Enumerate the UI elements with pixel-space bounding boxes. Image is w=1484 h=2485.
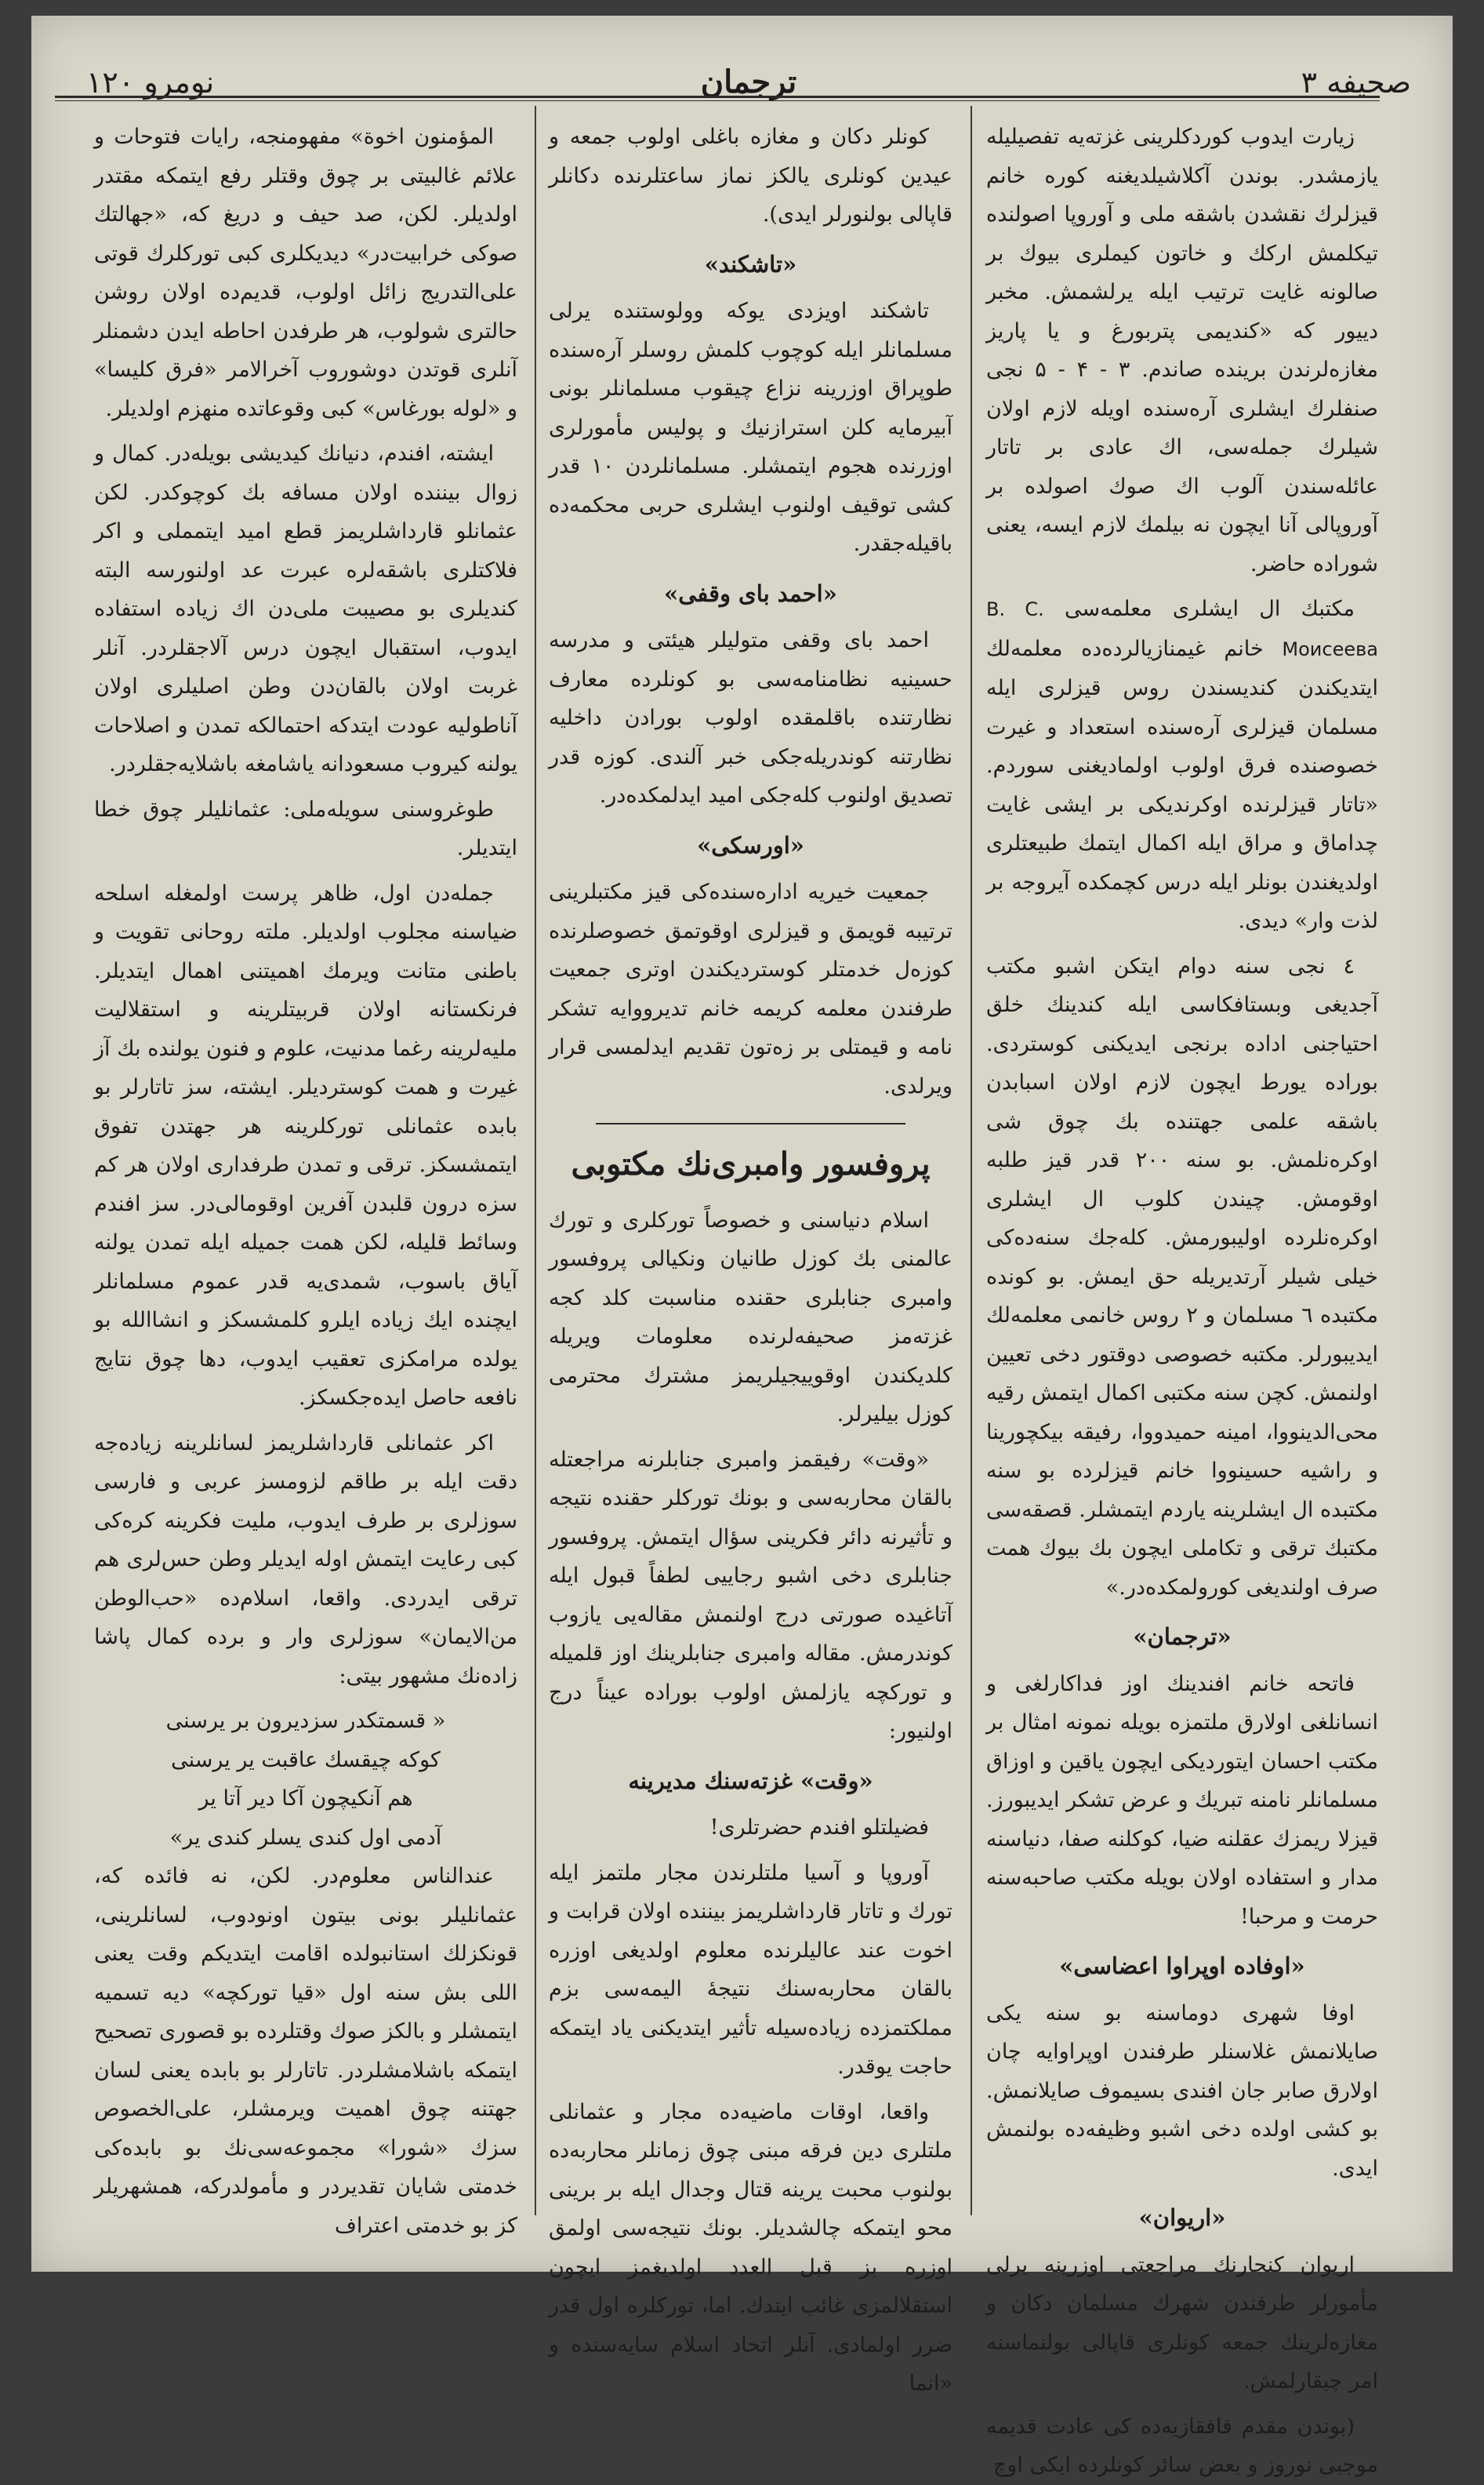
column-divider-right <box>971 106 972 2215</box>
article-separator <box>596 1123 905 1124</box>
newspaper-title: ترجمان <box>700 64 797 100</box>
poem-line: کوکه چیقسك عاقبت یر یرسنی <box>171 1747 441 1772</box>
article-paragraph: احمد بای وقفی متولیلر هیئتی و مدرسه حسینیه نظامنامه‌سی بو کونلرده معارف نظارتنده باقلمقده اولوب بورادن داخلیه نظارتنه کوندریله‌جکی خبر آلندی. کوزه قدر تصدیق اولنوب کله‌جکی امید ایدلمکده‌در. <box>549 628 952 808</box>
article-paragraph: جمعیت خیریه اداره‌سنده‌کی قیز مکتبلرینی ترتیبه قویمق و قیزلری اوقوتمق خصوصلرنده کوزەل خدمتلر کوسترديکندن اوتری جمعیت طرفندن معلمه کریمه خانم تدیرووایه تشکر نامه و قیمتلی بر زەتون تقدیم ایدلمسی قرار ویرلدی. <box>549 880 952 1099</box>
article-paragraph: زیارت ایدوب کوردکلرینی غزته‌یه تفصیلیله یازمشدر. بوندن آکلاشیلدیغنه کوره خانم قیزلرك نقشدن باشقه ملی و آوروپا اصولنده تیکلمش ارکك و خاتون کیملری بیوك بر صالونه غایت ترتیب ایله یرلشمش. مخبر دییور که «کندیمی پتربورغ و یا پاریز مغازه‌لرندن برینده صاندم. ۳ - ۴ - ۵ نجی صنفلرك ایشلری آره‌سنده‌ اویله‌ لازم اولان شیلرك جمله‌سی، اك عادی بر تاتار عائله‌سندن آلوب اك صوك اصولده بر آوروپالی آنا ایچون نه بیلمك لازم ایسه، یعنی شورادە حاضر. <box>986 125 1378 576</box>
article-paragraph: ٤ نجی سنه دوام ایتکن اشبو مکتب آجدیغی وبستافکاسی ایله کندینك خلق احتیاجنی اداده برنجی ایدیکنی کوستردی. بورادە یورط ایچون لازم اولان اسبابدن باشقه علمی جهتندە بك چوق شی اوکرەنلمش. بو سنه ٢٠٠ قدر قیز طلبه اوقومش. چیندن کلوب ال ایشلری اوکرەنلردە اولیبورمش. کلەجك سنه‌دەکی خیلی شیلر آرتدیریله حق ایمش. بو کونده مکتبده ٦ مسلمان و ٢ روس خانمی معلمەلك ایدیبورلر. مکتبه خصوصی دوقتور دخی تعیین اولنمش. کچن سنه مکتبی اکمال ایتمش رقیه محی‌الدینووا، امینه حمیدووا، رفیقه بیکچورینا و راشیه حسینووا خانم قیزلرده بو سنه مکتبده ال ایشلرینه یاردم ایتمشلر. قصقه‌سی مکتبك ترقی و تکاملی ایچون بك بیوك همت صرف اولندیغی کورولمکده‌در.» <box>986 954 1379 1600</box>
article-paragraph: طوغروسنی سویلەملی: عثمانلیلر چوق خطا ایتدیلر. <box>94 797 517 860</box>
page-header <box>86 59 1411 114</box>
article-paragraph: جمله‌دن اول، ظاهر پرست اولمغله اسلحه ضیاسنه مجلوب اولدیلر. ملته روحانی تقویت و باطنی متانت ویرمك اهمیتنی اهمال ایتدیلر. فرنکستانه اولان قربیتلرینه و استقلالیت ملیه‌لرینه رغما مدنیت، علوم و فنون یولنده بك آز غیرت و همت کوستردیلر. ایشته، سز تاتارلر بو بابده عثمانلی تورکلرینه هر جهتدن تفوق ایتمشسکز. ترقی و تمدن طرفداری اولان هر کم سزه درون قلبدن آفرین اوقومالی‌در. سز افندم وسائط قلیله، لکن همت جمیله ایله تمدن یولنه آیاق باسوب، شمدی‌یه قدر عموم مسلمانلر ایچنده ایك زیاده ایلرو کلمشسکز و انشا‌الله بو یولده مرامکزی تعقیب ایدوب، دها چوق نتایج نافعه حاصل ایده‌جکسکز. <box>94 881 517 1410</box>
article-paragraph: ایشته، افندم، دنیانك کیدیشی بویله‌در. کمال و زوال بیننده اولان مسافه بك کوچوکدر. لکن عثمانلو قارداشلریمز قطع امید ایتمملی و اکر فلاکتلری باشقه‌لره عبرت عد اولنورسه البته کندیلری بو مصیبت ملی‌دن اك زیاده استفاده ایدوب، استقبال ایچون درس آلاجقلردر. آنلر غربت اولان بالقان‌دن وطن اصلیلری اولان آناطولیه عودت ایتدکه احتمالکه تمدن و اصلاحات یولنه کیروب مسعودانه یاشامغه باشلایه‌جقلردر. <box>94 441 517 776</box>
article-paragraph <box>986 590 1378 941</box>
letter-salutation: فضیلتلو افندم حضرتلری! <box>709 1815 929 1840</box>
column-left <box>94 118 517 2238</box>
article-paragraph: اریوان کنجارنك مراجعتی اوزرینه یرلی مأمورلر طرفندن شهرك مسلمان دکان و مغازەلرینك جمعه کونلری قاپالی بولنماسنه امر چیقارلمش. <box>986 2252 1378 2393</box>
page-number: صحیفه ۳ <box>1301 65 1411 100</box>
section-heading: «وقت» غزته‌سنك مدیرینه <box>628 1767 873 1794</box>
article-paragraph: آوروپا و آسیا ملتلرندن مجار ملتمز ایله تورك و تاتار قارداشلریمز بیننده اولان قرابت و اخوت عند عالیلرنده معلوم اولدیغی اوزره بالقان محاربه‌سنك نتیجهٔ الیمه‌سی بزم مملکتمزده زیاده‌سیله تأثیر ایتدیکنی یاد ایتمکه حاجت یوقدر. <box>549 1860 952 2079</box>
column-middle <box>549 118 952 2396</box>
poem-line: هم آنکیچون آکا دیر آتا یر <box>198 1786 413 1811</box>
article-paragraph: اسلام دنیاسنی و خصوصاً تورکلری و تورك عالمنی بك کوزل طانیان ونکیالی پروفسور وامبری جنابلری حقنده مناسبت کلد کجه غزته‌مز صحیفه‌لرنده معلومات ویریله کلدیکندن اوقوییجیلریمز مشترك محترمی کوزل بیلیرلر. <box>549 1208 952 1426</box>
article-text: مکتبك ال ایشلری معلمه‌سی <box>1065 597 1355 621</box>
section-heading: «تاشکند» <box>704 250 797 278</box>
article-paragraph: اوفا شهری دوماسنه بو سنه یکی صایلانمش غلاسنلر طرفندن اوپراوایه چان اولارق صابر جان افندی بسیموف صایلانمش. بو کشی اولده دخی اشبو وظیفه‌ده بولنمش ایدی. <box>986 2000 1378 2181</box>
article-text: خانم غیمنازیالردەدە معلمەلك ایتدیکندن کندیسندن روس قیزلری ایله مسلمان قیزلری آره‌سنده استعداد و غیرت خصوصنده فرق اولوب اولمادیغنی سوردم. «تاتار قیزلرنده اوکرندیکی بر ایشی غایت چداماق و مراق ایله اکمال ایتمك طبیعتلری اولدیغندن بونلر ایله درس کچمکده آیروجه بر لذت وار» دیدی. <box>986 636 1378 933</box>
teacher-name-cyrillic: B. C. Моисеева <box>986 598 1378 660</box>
poem-line: « قسمتکدر سزدیرون بر یرسنی <box>165 1709 446 1733</box>
article-paragraph: اکر عثمانلی قارداشلریمز لسانلرینه زیاده‌جه دقت ایله بر طاقم لزومسز عربی و فارسی سوزلری بر طرف ایدوب، ملیت فکرینه کره‌کی کبی رعایت ایتمش اوله ایدیلر وطن حس‌لری هم ترقی ایدردی. واقعا، اسلام‌ده «حب‌الوطن من‌الایمان» سوزلری وار و برده کمال پاشا زاده‌نك مشهور بیتی: <box>94 1430 517 1688</box>
header-rule-thin <box>55 100 1380 101</box>
header-rule <box>55 96 1380 98</box>
section-heading: «احمد بای وقفی» <box>664 579 837 607</box>
issue-number: نومرو ۱۲۰ <box>86 65 215 100</box>
section-heading: «اورسکی» <box>697 831 804 859</box>
section-heading: «اوفاده اوپراوا اعضاسی» <box>1059 1953 1305 1979</box>
section-heading: «ترجمان» <box>1133 1623 1232 1650</box>
column-right <box>986 118 1379 2477</box>
article-paragraph: کونلر دکان و مغازه باغلی اولوب جمعه و عیدین کونلری یالکز نماز ساعتلرنده دکانلر قاپالی بولنورلر ایدی). <box>549 125 952 227</box>
article-headline: پروفسور وامبری‌نك مکتوبی <box>571 1146 931 1183</box>
article-paragraph: «وقت» رفیقمز وامبری جنابلرنه مراجعتله بالقان محاربه‌سی و بونك تورکلر حقنده نتیجه و تأثیرنه دائر فکرینی سؤال ایتمش. پروفسور جنابلری دخی اشبو رجاییی لطفاً قبول ایله آتاغیده صورتی درج اولنمش مقاله‌یی یازوب کوندرمش. مقاله وامبری جنابلرینك اوز قلمیله و تورکچه یازلمش اولوب بورادە عیناً درج اولنیور: <box>549 1447 952 1743</box>
article-paragraph: تاشکند اویزدی یوکه وولوستنده یرلی مسلمانلر ایله کوچوب کلمش روسلر آره‌سنده طوپراق اوزرینه نزاع چیقوب مسلمانلر بونی آبیرمایه کلن استرازنیك و پولیس مأمورلری اوزرنده هجوم ایتمشلر. مسلمانلردن ١٠ قدر کشی توقیف اولنوب ایشلری حربی محکمه‌ده باقیله‌جقدر. <box>549 299 952 556</box>
article-paragraph: (بوندن مقدم قافقازیه‌ده کی عادت قدیمه موجبی نوروز و بعض سائر کونلرده ایکی اوچ <box>986 2414 1378 2477</box>
column-divider-left <box>535 106 536 2215</box>
section-heading: «اریوان» <box>1138 2204 1226 2231</box>
poem-line: آدمی اول کندی یسلر کندی یر» <box>169 1825 442 1850</box>
article-paragraph: عندالناس معلوم‌در. لکن، نه فائده که، عثمانلیلر بونی بیتون اونودوب، لسانلرینی، قونکزلك استانبولده اقامت ایتدیکم وقت یعنی اللی بش سنه اول «قیا تورکچه» دیه تسمیه ایتمشلر و بالکز صوك وقتلرده بو قصوری تصحیح ایتمکه باشلامشلردر. تاتارلر بو بابده یعنی لسان جهتنه چوق اهمیت ویرمشلر، علی‌الخصوص سزك «شورا» مجموعه‌سی‌نك بو بابده‌کی خدمتی شایان تقدیردر و مأمولدرکه، همشهریلر کز بو خدمتی اعتراف <box>94 1864 517 2238</box>
article-paragraph: المؤمنون اخوة» مفهومنجه، رایات فتوحات و علائم غالبیتی بر چوق وقتلر رفع ایتمکه مقتدر اولدیلر. لکن، صد حیف و دریغ که، «جهالتك صوکی خرابیت‌در» دیدیکلری کبی تورکلرك قوتی علی‌التدریج زائل اولوب، قدیم‌ده اولان روشن حالتری شولوب، هر طرفدن احاطه ایدن دشمنلر آنلری قوتدن دوشوروب آخرالامر «فرق کلیسا» و «لوله بورغاس» کبی وقوعاتده منهزم اولدیلر. <box>94 125 517 421</box>
article-paragraph: واقعا، اوقات ماضیه‌ده مجار و عثمانلی ملتلری دین فرقه مبنی چوق زمانلر محاربه‌ده بولنوب محبت یرینه قتال وجدال ایله بر برینی محو ایتمکه چالشدیلر. بونك نتیجه‌سی اولمق اوزره بز قبل العدد اولدیغمز ایچون استقلالمزی غائب ایتدك. اما، تورکلره اول قدر ضرر اولمادی. آنلر اتحاد اسلام سایه‌سنده و «انما <box>549 2099 952 2396</box>
article-paragraph: فاتحه خانم افندینك اوز فداکارلغی و انسانلغی اولارق ملتمزه بویله نمونه امثال بر مکتب احسان ایتوردیکی ایچون یاقین و اوزاق مسلمانلر نامنه تبریك و عرض تشکر ایدیبورز. قیزلا ریمزك عقلنه ضیا، کوکلنه صفا، دنیاسنه مدار و استفاده اولان بویله مکتب صاحبه‌سنه حرمت و مرحبا! <box>986 1671 1378 1929</box>
